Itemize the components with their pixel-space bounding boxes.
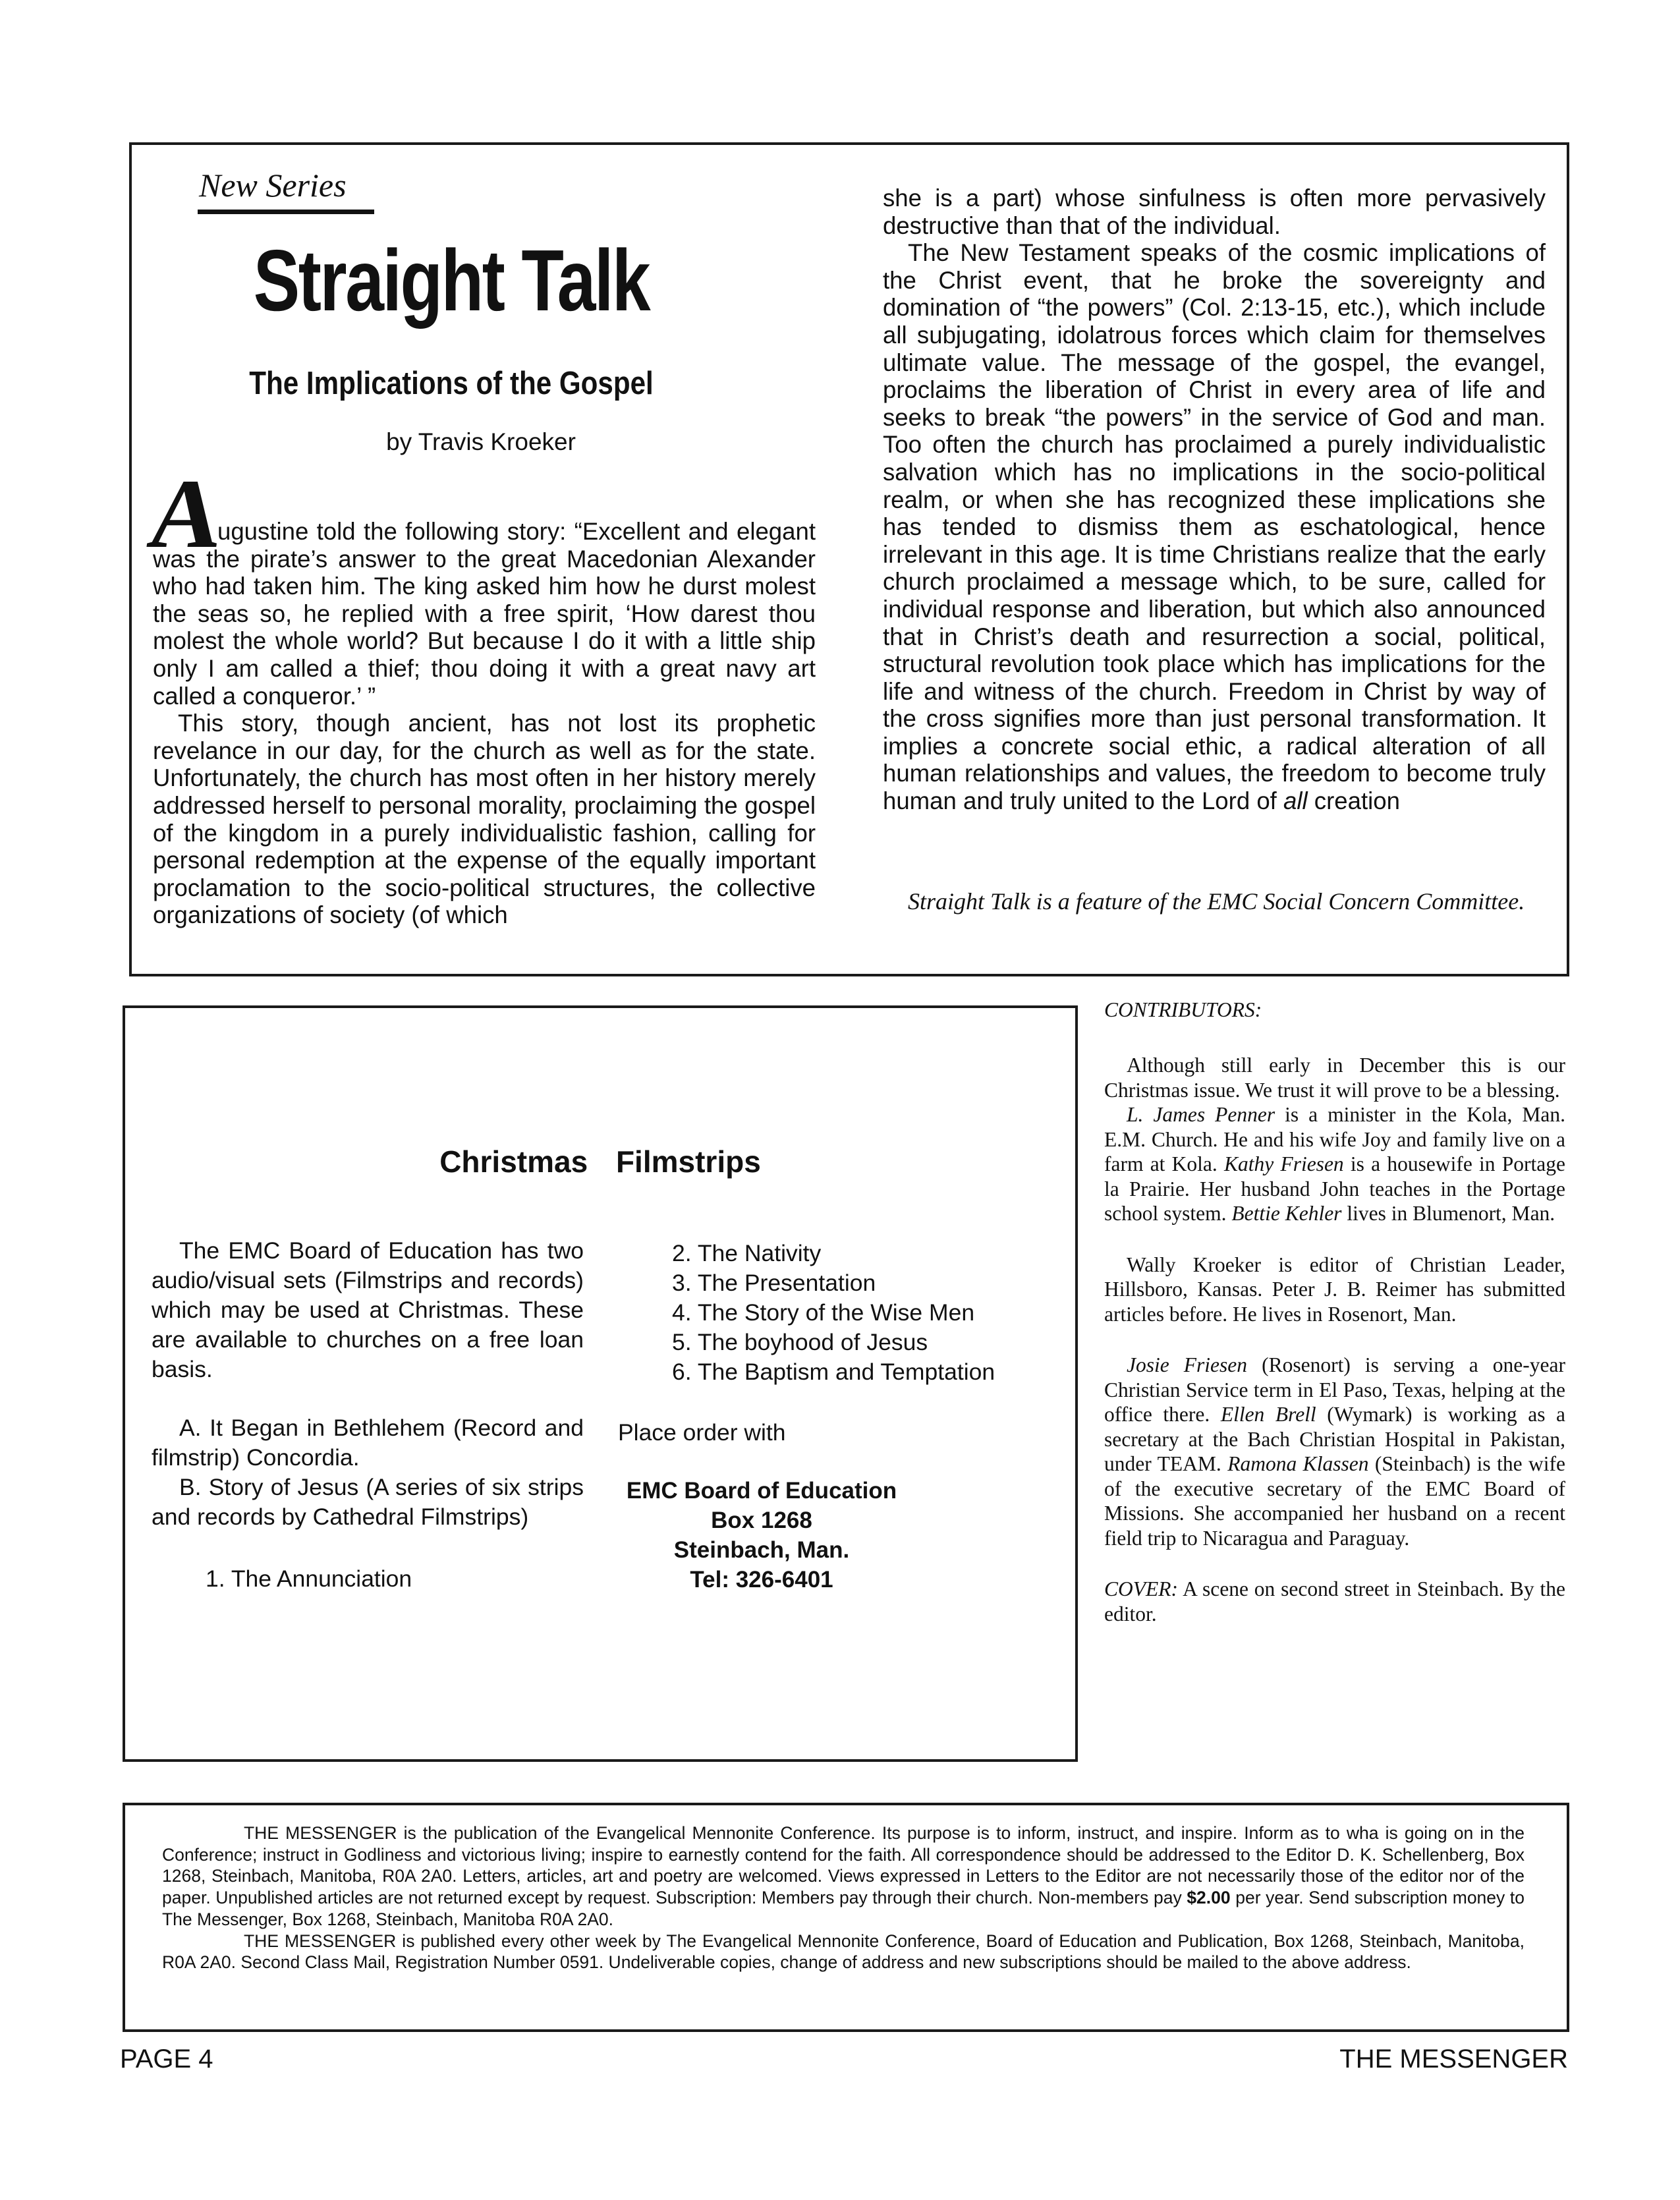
masthead-text [162, 1822, 1525, 1973]
address-line: Box 1268 [711, 1508, 812, 1533]
feature-footnote: Straight Talk is a feature of the EMC Social Concern Committee. [908, 888, 1525, 915]
filmstrip-list [672, 1239, 995, 1387]
filmstrip-set-a: A. It Began in Bethlehem (Record and filmstrip) Concordia. [152, 1415, 584, 1471]
masthead-paragraph: THE MESSENGER is published every other week by The Evangelical Mennonite Conference, Board of Education and Publication, Box 1268, Steinbach, Manitoba, R0A 2A0. Second Class Mail, Registration Number 0591. Undeliverable copies, change of address and new subscriptions should be mailed to the above address. [162, 1931, 1525, 1973]
contributor-name: Ellen Brell [1220, 1403, 1316, 1426]
contributor-name: Kathy Friesen [1223, 1152, 1344, 1175]
order-address [618, 1476, 905, 1594]
contributor-text: (Rosenort) is serving a one-year Christian Service term in El Paso, Texas, helping at the office there. [1104, 1353, 1565, 1426]
filmstrips-column-1 [152, 1236, 584, 1532]
filmstrip-item: 6. The Baptism and Temptation [672, 1359, 995, 1385]
article-column-2 [883, 184, 1546, 815]
article-byline: by Travis Kroeker [386, 428, 576, 455]
contributor-name: Josie Friesen [1127, 1353, 1248, 1376]
cover-label: COVER: [1104, 1577, 1178, 1600]
contributor-text: (Wymark) is working as a secretary at the Bach Christian Hospital in Pakistan, under TEAM. [1104, 1403, 1565, 1475]
filmstrip-item: 5. The boyhood of Jesus [672, 1329, 928, 1355]
filmstrip-item: 3. The Presentation [672, 1270, 876, 1296]
masthead-paragraph [162, 1822, 1525, 1931]
filmstrip-item: 4. The Story of the Wise Men [672, 1299, 975, 1326]
masthead-span: THE MESSENGER is the publication of the Evangelical Mennonite Conference. Its purpose is to inform, instruct, and inspire. Inform as to wha is going on in the Conference; instruct in Godliness and victorious living; inspire to earnestly contend for the faith. All correspondence should be addressed to the Editor D. K. Schellenberg, Box 1268, Steinbach, Manitoba, R0A 2A0. Letters, articles, art and poetry are welcomed. Views expressed in Letters to the Editor are not necessarily those of the editor nor of the paper. Unpublished articles are not returned except by request. Subscription: Members pay through their church. Non-members pay [162, 1823, 1525, 1908]
contributors-paragraph [1104, 1102, 1565, 1226]
drop-cap: A [142, 459, 229, 569]
address-line: Steinbach, Man. [673, 1537, 850, 1563]
filmstrip-item: 1. The Annunciation [206, 1565, 412, 1592]
article-column-1 [153, 518, 816, 929]
article-title: Straight Talk [253, 232, 650, 329]
contributors-heading: CONTRIBUTORS: [1104, 998, 1262, 1021]
address-line: EMC Board of Education [626, 1478, 897, 1504]
filmstrip-item: 2. The Nativity [672, 1240, 822, 1266]
kicker-underline [198, 210, 374, 214]
emphasis-text: all [1283, 787, 1308, 815]
contributor-name: L. James Penner [1127, 1103, 1275, 1126]
paragraph-text: creation [1307, 787, 1400, 815]
contributor-name: Ramona Klassen [1227, 1452, 1369, 1475]
contributors-paragraph [1104, 1353, 1565, 1550]
cover-note [1104, 1577, 1565, 1626]
page-number: PAGE 4 [120, 2045, 213, 2073]
masthead-span: per year. Send subscription money to The Messenger, Box 1268, Steinbach, Manitoba R0A 2A0. [162, 1888, 1525, 1929]
article-subtitle: The Implications of the Gospel [249, 366, 654, 401]
article-paragraph: ugustine told the following story: “Excellent and elegant was the pirate’s answer to the great Macedonian Alexander who had taken him. The king asked him how he durst molest the seas so, he replied with a free spirit, ‘How darest thou molest the whole world? But because I do it with a little ship only I am called a thief; thou doing it with a great navy art called a conqueror.’ ” [153, 518, 816, 710]
publication-name: THE MESSENGER [1339, 2045, 1568, 2073]
contributors-intro: Although still early in December this is our Christmas issue. We trust it will prove to be a blessing. [1104, 1054, 1565, 1102]
cover-text: A scene on second street in Steinbach. By the editor. [1104, 1577, 1565, 1625]
article-paragraph [883, 239, 1546, 814]
contributor-text: lives in Blumenort, Man. [1341, 1202, 1555, 1225]
series-kicker: New Series [199, 167, 347, 204]
subscription-price: $2.00 [1187, 1888, 1231, 1908]
address-line: Tel: 326-6401 [690, 1567, 833, 1593]
contributor-text: is a housewife in Portage la Prairie. Her husband John teaches in the Portage school system. [1104, 1152, 1565, 1225]
contributors-column [1104, 1053, 1565, 1626]
contributor-name: Bettie Kehler [1231, 1202, 1342, 1225]
contributor-text: (Steinbach) is the wife of the executive secretary of the EMC Board of Missions. She accompanied her husband on a recent field trip to Nicaragua and Paraguay. [1104, 1452, 1565, 1550]
article-paragraph: she is a part) whose sinfulness is often more pervasively destructive than that of the individual. [883, 184, 1546, 239]
paragraph-text: The New Testament speaks of the cosmic implications of the Christ event, that he broke the sovereignty and domination of “the powers” (Col. 2:13-15, etc.), which include all subjugating, idolatrous forces which claim for themselves ultimate value. The message of the gospel, the evangel, proclaims the liberation of Christ in every area of life and seeks to break “the powers” in the service of God and man. Too often the church has proclaimed a purely individualistic salvation which has no implications in the socio-political realm, or when she has recognized these implications she has tended to dismiss them as eschatological, hence irrelevant in this age. It is time Christians realize that the early church proclaimed a message which, to be sure, called for individual response and liberation, but which also announced that in Christ’s death and resurrection a social, political, structural revolution took place which has implications for the life and witness of the church. Freedom in Christ by way of the cross signifies more than just personal transformation. It implies a concrete social ethic, a radical alteration of all human relationships and values, the freedom to become truly human and truly united to the Lord of [883, 239, 1546, 815]
contributor-text: is a minister in the Kola, Man. E.M. Church. He and his wife Joy and family live on a farm at Kola. [1104, 1103, 1565, 1175]
contributors-paragraph: Wally Kroeker is editor of Christian Leader, Hillsboro, Kansas. Peter J. B. Reimer has submitted articles before. He lives in Rosenort, Man. [1104, 1253, 1565, 1326]
article-paragraph: This story, though ancient, has not lost its prophetic revelance in our day, for the church as well as for the state. Unfortunately, the church has most often in her history merely addressed herself to personal morality, proclaiming the gospel of the kingdom in a purely individualistic fashion, calling for personal redemption at the expense of the equally important proclamation to the socio-political structures, the collective organizations of society (of which [153, 710, 816, 929]
filmstrip-set-b: B. Story of Jesus (A series of six strips and records by Cathedral Filmstrips) [152, 1474, 584, 1530]
order-label: Place order with [618, 1419, 786, 1446]
filmstrips-intro: The EMC Board of Education has two audio/visual sets (Filmstrips and records) which may be used at Christmas. These are available to churches on a free loan basis. [152, 1237, 584, 1382]
filmstrips-title: Christmas Filmstrips [439, 1144, 761, 1179]
